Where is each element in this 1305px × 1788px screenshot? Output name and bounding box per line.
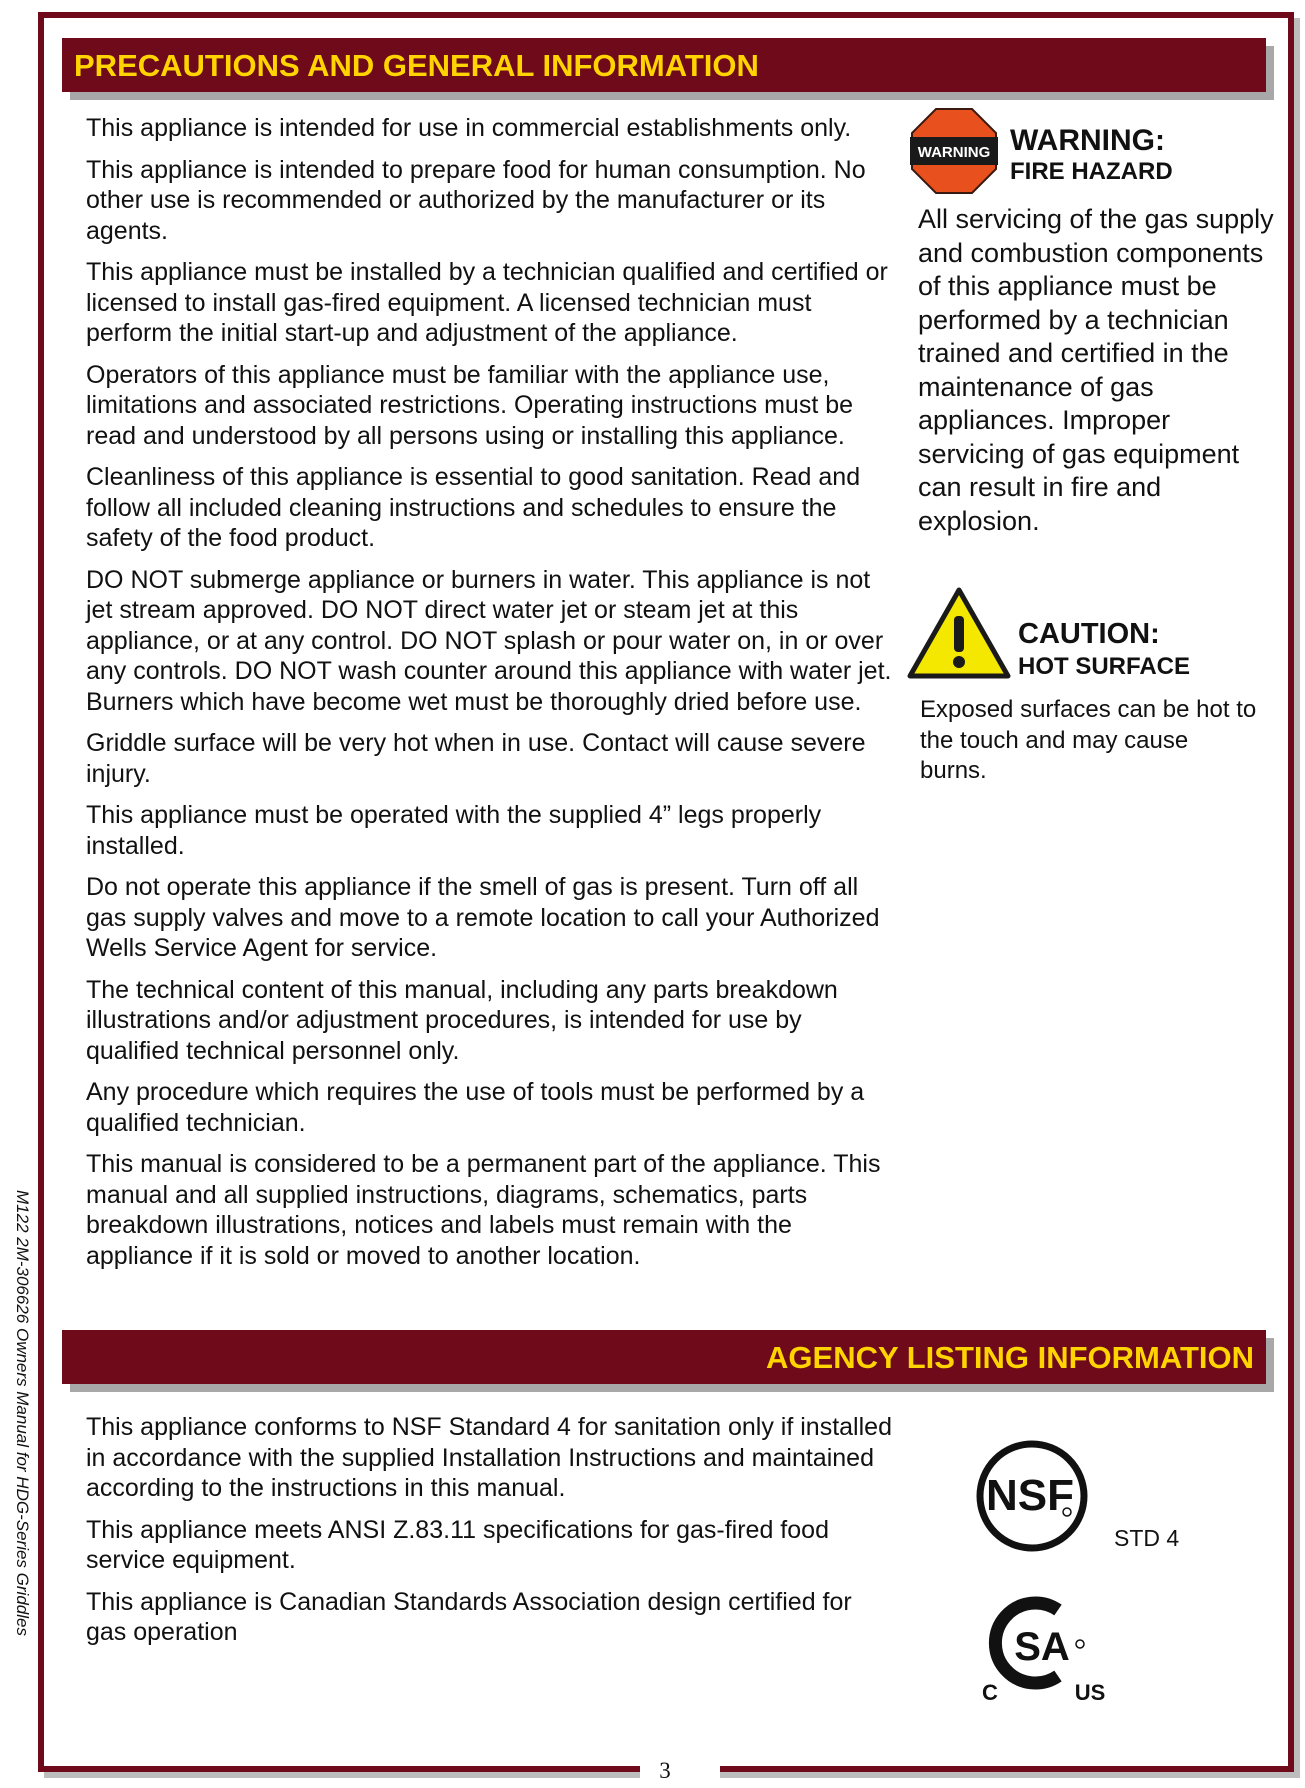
precaution-paragraph: This appliance is intended for use in commercial establishments only. — [86, 114, 852, 142]
agency-list — [86, 1412, 896, 1659]
agency-paragraph: This appliance conforms to NSF Standard 4 for sanitation only if installed in accordance with the supplied Installation Instructions and maintained according to the instructions in this manual. — [86, 1413, 892, 1502]
warning-octagon-icon — [910, 107, 998, 195]
warning-body: All servicing of the gas supply and combustion components of this appliance must be performed by a technician trained and certified in the maintenance of gas appliances. Improper servicing of gas equipment can result in fire and explosion. — [918, 204, 1274, 536]
caution-subtitle: HOT SURFACE — [1018, 653, 1191, 680]
precaution-paragraph: Griddle surface will be very hot when in use. Contact will cause severe injury. — [86, 729, 866, 788]
precautions-list — [86, 113, 896, 1282]
precaution-paragraph: Cleanliness of this appliance is essential to good sanitation. Read and follow all included cleaning instructions and schedules to ensure the safety of the food product. — [86, 463, 861, 552]
csa-us-label: US — [1074, 1680, 1106, 1705]
caution-title: CAUTION: — [1018, 618, 1160, 650]
precaution-paragraph: This appliance must be operated with the supplied 4” legs properly installed. — [86, 801, 822, 860]
warning-title: WARNING: — [1010, 124, 1165, 157]
precautions-header: PRECAUTIONS AND GENERAL INFORMATION — [62, 38, 1266, 92]
precaution-paragraph: This appliance must be installed by a technician qualified and certified or licensed to install gas-fired equipment. A licensed technician must perform the initial start-up and adjustment of the appliance. — [86, 258, 888, 347]
csa-logo-text: SA — [1014, 1625, 1070, 1669]
nsf-logo-text: NSF — [986, 1471, 1074, 1520]
precaution-paragraph: The technical content of this manual, including any parts breakdown illustrations and/or adjustment procedures, is intended for use by qualified technical personnel only. — [86, 975, 838, 1065]
csa-logo-icon — [970, 1588, 1120, 1708]
nsf-standard-label: STD 4 — [1114, 1525, 1180, 1551]
agency-paragraph: This appliance is Canadian Standards Association design certified for gas operation — [86, 1587, 852, 1646]
precaution-paragraph: Do not operate this appliance if the smell of gas is present. Turn off all gas supply valves and move to a remote location to call your Authorized Wells Service Agent for service. — [86, 873, 880, 962]
precaution-paragraph: Any procedure which requires the use of tools must be performed by a qualified technician. — [86, 1078, 865, 1137]
nsf-logo-icon — [974, 1438, 1090, 1554]
warning-subtitle: FIRE HAZARD — [1010, 158, 1173, 185]
precaution-paragraph: This manual is considered to be a permanent part of the appliance. This manual and all supplied instructions, diagrams, schematics, parts breakdown illustrations, notices and labels must remain with the appliance if it is sold or moved to another location. — [86, 1150, 881, 1270]
precaution-paragraph: Operators of this appliance must be familiar with the appliance use, limitations and associated restrictions. Operating instructions must be read and understood by all persons using or installing this appliance. — [86, 360, 854, 450]
precaution-paragraph: This appliance is intended to prepare food for human consumption. No other use is recommended or authorized by the manufacturer or its agents. — [86, 155, 866, 245]
agency-header: AGENCY LISTING INFORMATION — [62, 1330, 1266, 1384]
warning-sign-label: WARNING — [917, 144, 991, 161]
agency-paragraph: This appliance meets ANSI Z.83.11 specifications for gas-fired food service equipment. — [86, 1515, 829, 1574]
caution-triangle-icon — [906, 586, 1012, 680]
csa-c-label: C — [982, 1680, 998, 1705]
precaution-paragraph: DO NOT submerge appliance or burners in water. This appliance is not jet stream approved. DO NOT direct water jet or steam jet at this appliance, or at any control. DO NOT splash or pour water on, in or over any controls. DO NOT wash counter around this appliance with water jet. Burners which have become wet must be thoroughly dried before use. — [86, 565, 892, 716]
side-footer-text: M122 2M-306626 Owners Manual for HDG-Series Griddles — [13, 1190, 32, 1636]
caution-body: Exposed surfaces can be hot to the touch and may cause burns. — [920, 696, 1257, 784]
page-number: 3 — [659, 1758, 671, 1783]
